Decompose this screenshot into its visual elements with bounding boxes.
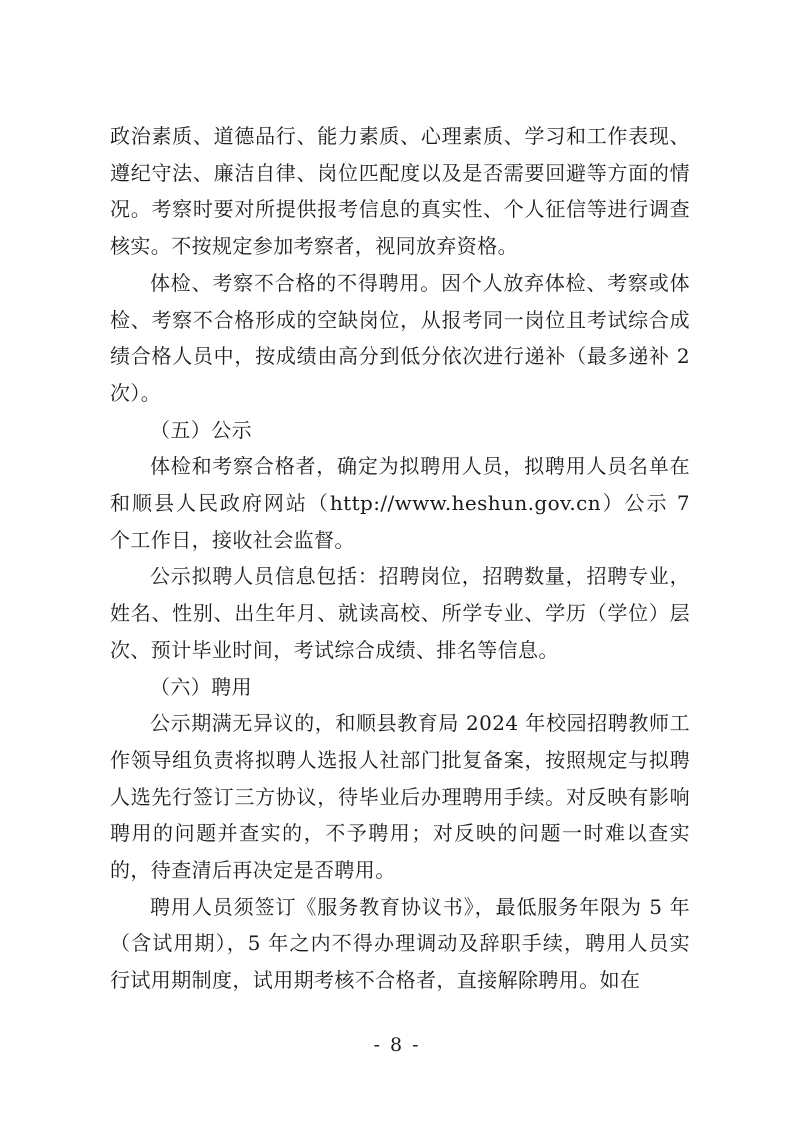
section-heading-publicity: （五）公示 (150, 417, 252, 442)
page-number: - 8 - (373, 1034, 421, 1056)
paragraph-disqualification: 体检、考察不合格的不得聘用。因个人放弃体检、考察或体检、考察不合格形成的空缺岗位，从报考同一岗位且考试综合成绩合格人员中，按成绩由高分到低分依次进行递补（最多递补 2 次）。 (110, 270, 690, 405)
paragraph-continuation: 政治素质、道德品行、能力素质、心理素质、学习和工作表现、遵纪守法、廉洁自律、岗位匹配度以及是否需要回避等方面的情况。考察时要对所提供报考信息的真实性、个人征信等进行调查核实。不按规定参加考察者，视同放弃资格。 (110, 124, 690, 259)
document-body (110, 118, 690, 999)
paragraph-employment-procedure: 公示期满无异议的，和顺县教育局 2024 年校园招聘教师工作领导组负责将拟聘人选报人社部门批复备案，按照规定与拟聘人选先行签订三方协议，待毕业后办理聘用手续。对反映有影响聘用的问题并查实的，不予聘用；对反映的问题一时难以查实的，待查清后再决定是否聘用。 (110, 711, 690, 883)
section-heading-employment: （六）聘用 (150, 674, 252, 699)
paragraph-publicity-website: 体检和考察合格者，确定为拟聘用人员，拟聘用人员名单在和顺县人民政府网站（http://www.heshun.gov.cn）公示 7 个工作日，接收社会监督。 (110, 454, 690, 552)
paragraph-publicity-info: 公示拟聘人员信息包括：招聘岗位，招聘数量，招聘专业，姓名、性别、出生年月、就读高校、所学专业、学历（学位）层次、预计毕业时间，考试综合成绩、排名等信息。 (110, 564, 690, 662)
paragraph-service-agreement: 聘用人员须签订《服务教育协议书》，最低服务年限为 5 年（含试用期），5 年之内不得办理调动及辞职手续，聘用人员实行试用期制度，试用期考核不合格者，直接解除聘用。如在 (110, 894, 690, 993)
